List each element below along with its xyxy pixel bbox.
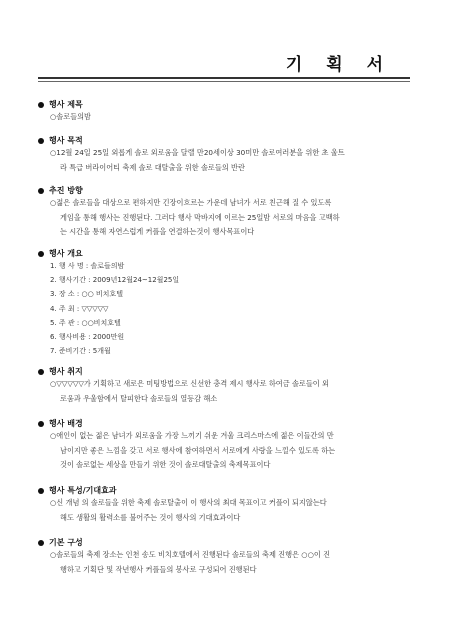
- bullet-icon: [38, 488, 44, 494]
- section-heading-composition: 기본 구성: [38, 537, 83, 548]
- section-heading-direction: 추진 방향: [38, 185, 83, 196]
- list-item: 4. 주 최 : ▽▽▽▽▽: [50, 304, 109, 313]
- section-heading-intent: 행사 취지: [38, 366, 83, 377]
- bullet-icon: [38, 369, 44, 375]
- overview-list: [50, 259, 179, 358]
- section-body-direction: ○젊은 솔로들을 대상으로 편하지만 긴장이흐르는 가운데 남녀가 서로 친근해 질 수 있도록 게임을 통해 행사는 진행된다. 그러다 행사 막바지에 이르는 25일밤 서로의 마음을 고백하 는 시간을 통해 자연스럽게 커플을 연결하는것이 행사목표이다: [50, 198, 340, 236]
- bullet-icon: [38, 188, 44, 194]
- title-rule-thick: [38, 77, 410, 79]
- section-heading-background: 행사 배경: [38, 418, 83, 429]
- section-heading-title: 행사 제목: [38, 99, 83, 110]
- list-item: 2. 행사기간 : 2009년12월24~12월25일: [50, 276, 180, 285]
- bullet-icon: [38, 251, 44, 257]
- section-body-intent: ○▽▽▽▽▽가 기획하고 새로은 미팅방법으로 신선한 충격 제시 행사로 하여금 솔로들이 외 로움과 우울함에서 탈피한다 솔로들의 열등감 해소: [50, 379, 329, 403]
- section-heading-purpose: 행사 목적: [38, 135, 83, 146]
- title-rule-thin: [38, 81, 410, 82]
- bullet-icon: [38, 138, 44, 144]
- section-heading-overview: 행사 개요: [38, 248, 83, 259]
- document-title: 기 획 서: [285, 55, 392, 75]
- list-item: 5. 주 관 : ○○비치호텔: [50, 318, 121, 327]
- section-heading-effects: 행사 특성/기대효과: [38, 485, 117, 496]
- section-body-purpose: ○12월 24일 25일 외롭게 솔로 외로움을 달랠 만20세이상 30미만 솔로여러분을 위한 초 울트 라 특급 버라이어티 축제 솔로 대탈출을 위한 솔로들의 반란: [50, 148, 345, 172]
- list-item: 7. 준비기간 : 5개월: [50, 347, 111, 356]
- bullet-icon: [38, 540, 44, 546]
- list-item: 3. 장 소 : ○○ 비치호텔: [50, 290, 123, 299]
- section-body-background: ○애인이 없는 젊은 남녀가 외로움을 가장 느끼기 쉬운 겨울 크리스마스에 젊은 이들간의 만 남이지만 좋은 느낌을 갖고 서로 행사에 참여하면서 서로에게 사랑을 느낄수 있도록 하는 것이 솔로없는 세상을 만들기 위한 것이 솔로대탈출의 축제목표이다: [50, 431, 336, 469]
- section-body-effects: ○신 개념 의 솔로들을 위한 축제 솔로탈출이 이 행사의 최대 목표이고 커플이 되지않는다 해도 생활의 활력소를 불어주는 것이 행사의 기대효과이다: [50, 498, 327, 522]
- bullet-icon: [38, 421, 44, 427]
- list-item: 1. 행 사 명 : 솔로들의밤: [50, 262, 125, 270]
- bullet-icon: [38, 102, 44, 108]
- section-body-title: ○솔로들의밤: [50, 112, 91, 121]
- list-item: 6. 행사비용 : 2000만원: [50, 333, 125, 342]
- section-body-composition: ○솔로들의 축제 장소는 인천 송도 비치호텔에서 진행된다 솔로들의 축제 진행은 ○○이 진 행하고 기획단 및 작년행사 커플들의 봉사로 구성되어 진행된다: [50, 550, 331, 574]
